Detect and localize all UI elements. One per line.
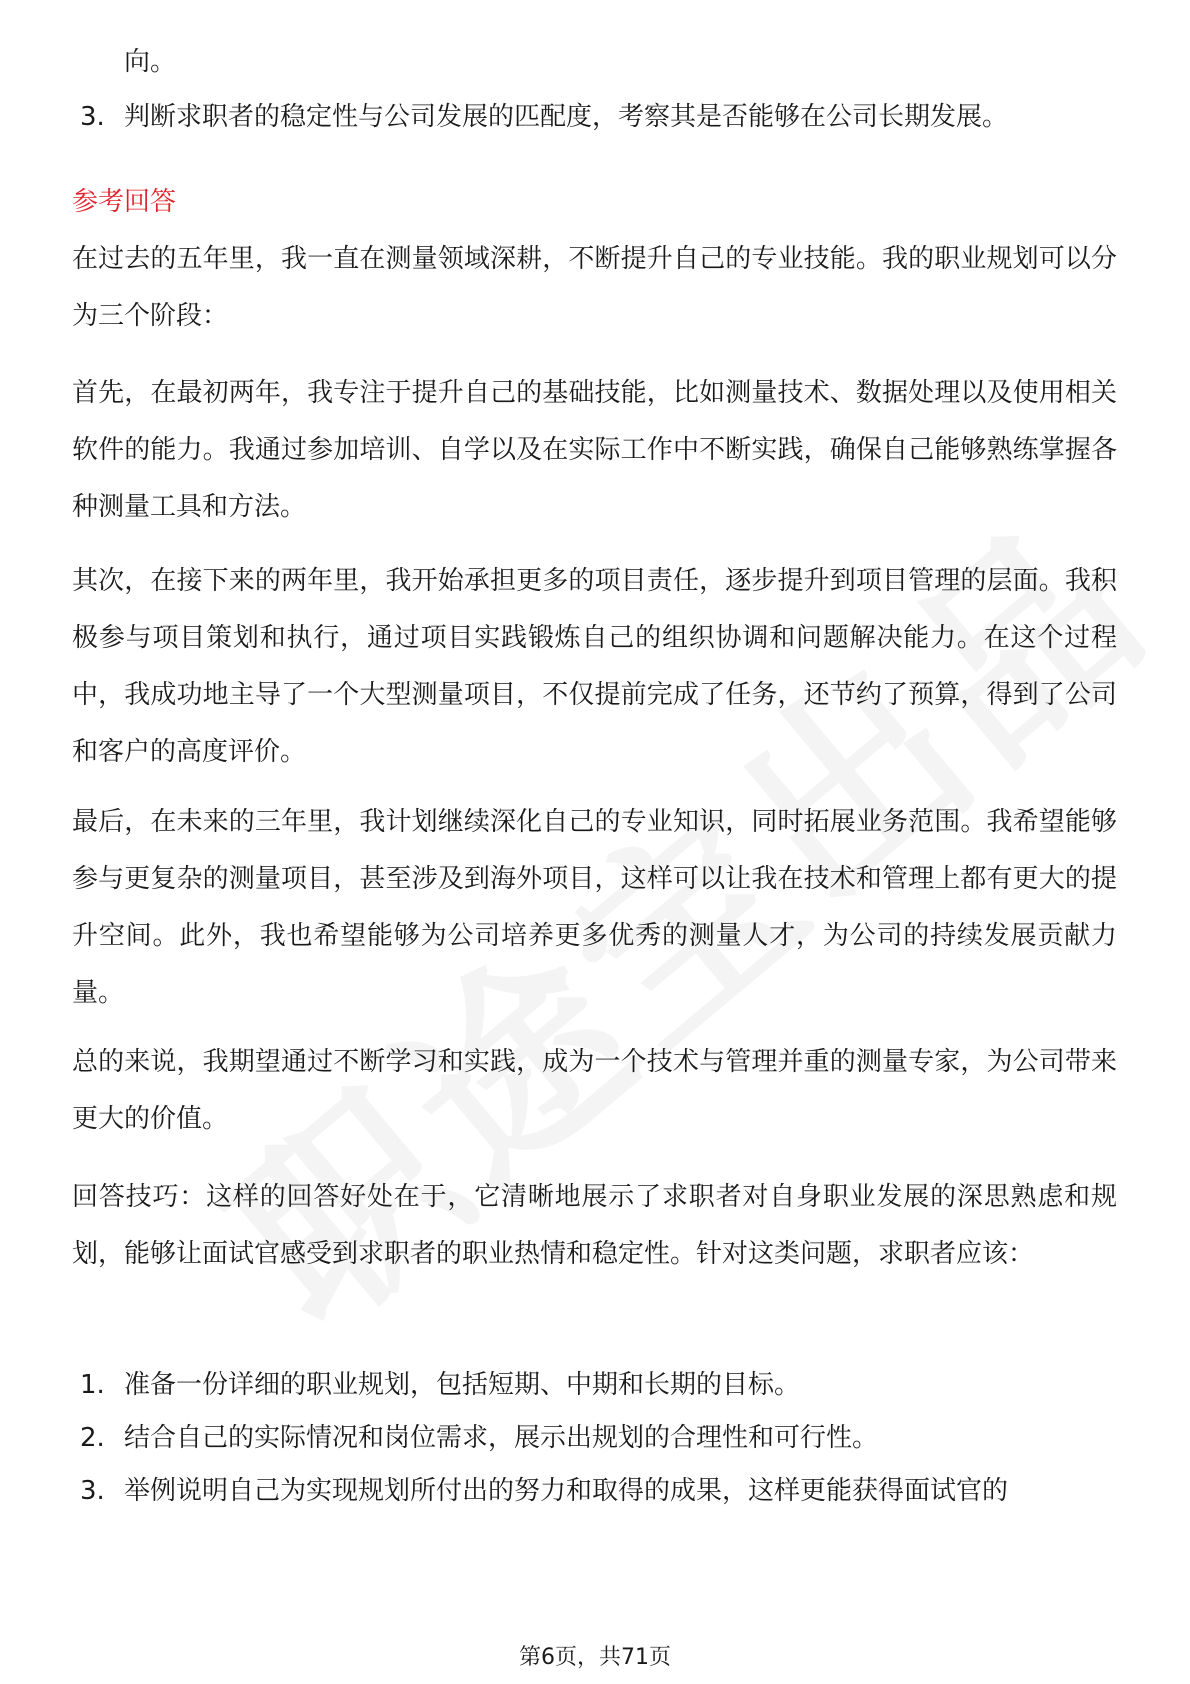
list-item-text: 结合自己的实际情况和岗位需求，展示出规划的合理性和可行性。 xyxy=(124,1423,879,1453)
list-item-text: 准备一份详细的职业规划，包括短期、中期和长期的目标。 xyxy=(124,1370,801,1400)
paragraph: 首先，在最初两年，我专注于提升自己的基础技能，比如测量技术、数据处理以及使用相关软件的能力。我通过参加培训、自学以及在实际工作中不断实践，确保自己能够熟练掌握各种测量工具和方法。 xyxy=(72,378,1117,522)
list-item-text: 判断求职者的稳定性与公司发展的匹配度，考察其是否能够在公司长期发展。 xyxy=(124,102,1009,132)
list-item-number: 2. xyxy=(80,1423,105,1453)
list-item-text: 举例说明自己为实现规划所付出的努力和取得的成果，这样更能获得面试官的 xyxy=(124,1476,1009,1506)
tips-paragraph: 回答技巧：这样的回答好处在于，它清晰地展示了求职者对自身职业发展的深思熟虑和规划，能够让面试官感受到求职者的职业热情和稳定性。针对这类问题，求职者应该： xyxy=(72,1182,1117,1269)
section-heading: 参考回答 xyxy=(72,187,177,217)
list-item-number: 1. xyxy=(80,1370,105,1400)
list-item-number: 3. xyxy=(80,102,105,132)
list-item-number: 3. xyxy=(80,1476,105,1506)
page-footer: 第6页，共71页 xyxy=(519,1645,671,1670)
paragraph: 总的来说，我期望通过不断学习和实践，成为一个技术与管理并重的测量专家，为公司带来更大的价值。 xyxy=(72,1047,1117,1134)
list-continuation-text: 向。 xyxy=(124,47,177,77)
paragraph: 其次，在接下来的两年里，我开始承担更多的项目责任，逐步提升到项目管理的层面。我积极参与项目策划和执行，通过项目实践锻炼自己的组织协调和问题解决能力。在这个过程中，我成功地主导了一个大型测量项目，不仅提前完成了任务，还节约了预算，得到了公司和客户的高度评价。 xyxy=(72,566,1117,767)
paragraph: 最后，在未来的三年里，我计划继续深化自己的专业知识，同时拓展业务范围。我希望能够参与更复杂的测量项目，甚至涉及到海外项目，这样可以让我在技术和管理上都有更大的提升空间。此外，我也希望能够为公司培养更多优秀的测量人才，为公司的持续发展贡献力量。 xyxy=(72,807,1117,1008)
paragraph: 在过去的五年里，我一直在测量领域深耕，不断提升自己的专业技能。我的职业规划可以分为三个阶段： xyxy=(72,244,1117,331)
